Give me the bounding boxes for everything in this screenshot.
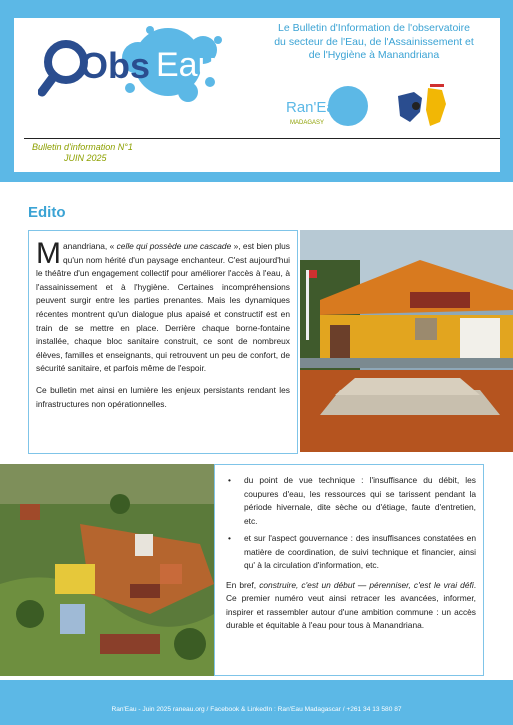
edito-heading: Edito [28, 204, 66, 221]
edito-p1-rest: », est bien plus qu'un nom hérité d'un paysage enchanteur. C'est aujourd'hui le théâtre d'un engagement collectif pour améliorer l'accès à l'eau, à l'assainissement et à l'hygiène. Certaines incompréhensions peuvent surgir entre les parties prenantes. Mais les dynamiques récentes montrent qu'un dialogue plus apaisé et constructif est en train de se mettre en place. Derrière chaque borne-fontaine installée, chaque bloc sanitaire construit, ce sont de nombreux élèves, familles et enseignants, qui retrouvent un peu de confort, de sécurité sanitaire, et parfois même de l'espoir. [36, 241, 290, 374]
header-title-line: Le Bulletin d'Information de l'observatoire [278, 22, 470, 34]
edito-p1-start: anandriana, « [63, 241, 117, 251]
logo-text-obs: Obs [80, 45, 151, 86]
conclusion-italic: construire, c'est un début — pérenniser, c'est le vrai défi [259, 579, 474, 590]
list-item: • du point de vue technique : l'insuffisance du débit, les coupures d'eau, les ressources qui se tarissent pendant la période hivernale, dite sèche ou d'étiage, faute d'entretien, etc. [226, 474, 476, 528]
edito-paragraph-2: Ce bulletin met ainsi en lumière les enjeux persistants rendant les infrastructures non opérationnelles. [36, 384, 290, 409]
village-aerial-photo [0, 464, 214, 676]
footer-text: Ran'Eau - Juin 2025 raneau.org / Facebook & LinkedIn : Ran'Eau Madagascar / +261 34 13 580 87 [111, 706, 402, 713]
conclusion-rest: . Ce premier numéro veut ainsi retracer les avancées, informer, inspirer et rassembler autour d'une ambition commune : un accès durable et équitable à l'eau pour tous à Manandriana. [226, 579, 477, 630]
logo-text-eau: Eau [156, 46, 217, 84]
raneau-logo-subtext: MADAGASY [290, 120, 325, 126]
header-divider [24, 138, 500, 139]
magnifier-icon [42, 44, 84, 92]
issues-text [226, 474, 476, 633]
header-title [250, 22, 498, 63]
bulletin-info [32, 142, 133, 163]
school-building-photo [300, 230, 513, 452]
partner-logos [286, 82, 456, 134]
dropcap: M [36, 237, 61, 270]
edito-paragraph-1 [36, 237, 290, 376]
regional-map-logo [394, 84, 450, 132]
raneau-logo-text: Ran'Eau [286, 99, 344, 116]
bulletin-number: Bulletin d'information N°1 [32, 142, 133, 152]
obseau-logo [38, 20, 238, 115]
footer-band [0, 680, 513, 725]
edito-text [36, 237, 290, 419]
issues-conclusion [226, 579, 476, 633]
conclusion-start: En bref, [226, 579, 260, 590]
bulletin-date: JUIN 2025 [64, 152, 107, 163]
list-item: • et sur l'aspect gouvernance : des insuffisances constatées en matière de coordination, de suivi technique et financier, ainsi qu' à la circulation d'information, etc. [226, 532, 476, 573]
header-title-line: du secteur de l'Eau, de l'Assainissement et [274, 35, 474, 48]
header-title-line: de l'Hygiène à Manandriana [308, 49, 440, 61]
raneau-logo [286, 86, 368, 126]
edito-p1-italic: celle qui possède une cascade [116, 241, 232, 251]
issues-list [226, 474, 476, 573]
